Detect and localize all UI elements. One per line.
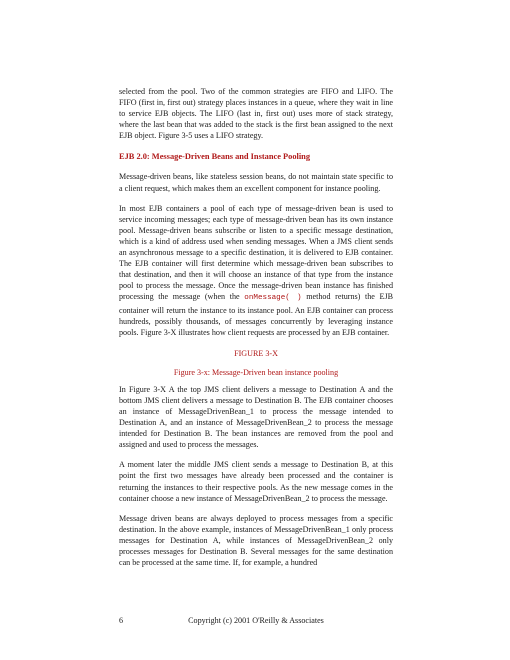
code-onmessage: onMessage( ): [244, 294, 302, 303]
paragraph-mdb-pools: [119, 203, 393, 338]
paragraph-moment-later: A moment later the middle JMS client sends a message to Destination B, at this point the first two messages have already been processed and the container is returning the instances to their respective pools. As the new message comes in the container choose a new instance of MessageDrivenBean_2 to process the message.: [119, 460, 393, 503]
page-number: 6: [119, 616, 124, 625]
paragraph-text: In most EJB containers a pool of each type of message-driven bean is used to service incoming messages; each type of message-driven bean has its own instance pool. Message-driven beans subscribe or listen to a specific message destination, which is a kind of address used when sending messages. When a JMS client sends an asynchronous message to a specific destination, it is delivered to EJB container. The EJB container will first determine which message-driven bean subscribes to that destination, and then it will choose an instance of that type from the instance pool to process the message. Once the message-driven bean instance has finished processing the message (when the: [119, 203, 393, 302]
paragraph-destinations: Message driven beans are always deployed to process messages from a specific destination. In the above example, instances of MessageDrivenBean_1 only process messages for Destination A, while instances of MessageDrivenBean_2 only processes messages for Destination B. Several messages for the same destination can be processed at the same time. If, for example, a hundred: [119, 513, 393, 568]
paragraph-figure-explanation: In Figure 3-X A the top JMS client delivers a message to Destination A and the bottom JMS client delivers a message to Destination B. The EJB container chooses an instance of MessageDrivenBean_1 to process the message intended to Destination A, and an instance of MessageDrivenBean_2 to process the message intended for Destination B. The bean instances are removed from the pool and assigned and used to process the messages.: [119, 384, 393, 450]
figure-label: FIGURE 3-X: [234, 348, 278, 358]
figure-caption: Figure 3-x: Message-Driven bean instance pooling: [173, 367, 339, 377]
section-heading: EJB 2.0: Message-Driven Beans and Instance Pooling: [119, 152, 311, 162]
paragraph-mdb-intro: Message-driven beans, like stateless session beans, do not maintain state specific to a client request, which makes them an excellent component for instance pooling.: [119, 172, 393, 193]
copyright-notice: Copyright (c) 2001 O'Reilly & Associates: [188, 616, 324, 625]
page-content: [119, 86, 393, 568]
paragraph-pool-strategies: selected from the pool. Two of the common strategies are FIFO and LIFO. The FIFO (first in, first out) strategy places instances in a queue, where they wait in line to service EJB objects. The LIFO (last in, first out) uses more of stack strategy, where the last bean that was added to the stack is the first bean assigned to the next EJB object. Figure 3-5 uses a LIFO strategy.: [119, 87, 393, 141]
paragraph-text: method returns) the EJB container will return the instance to its instance pool. An EJB container can process hundreds, possibly thousands, of messages concurrently by leveraging instance pools. Figure 3-X illustrates how client requests are processed by an EJB container.: [119, 292, 394, 337]
